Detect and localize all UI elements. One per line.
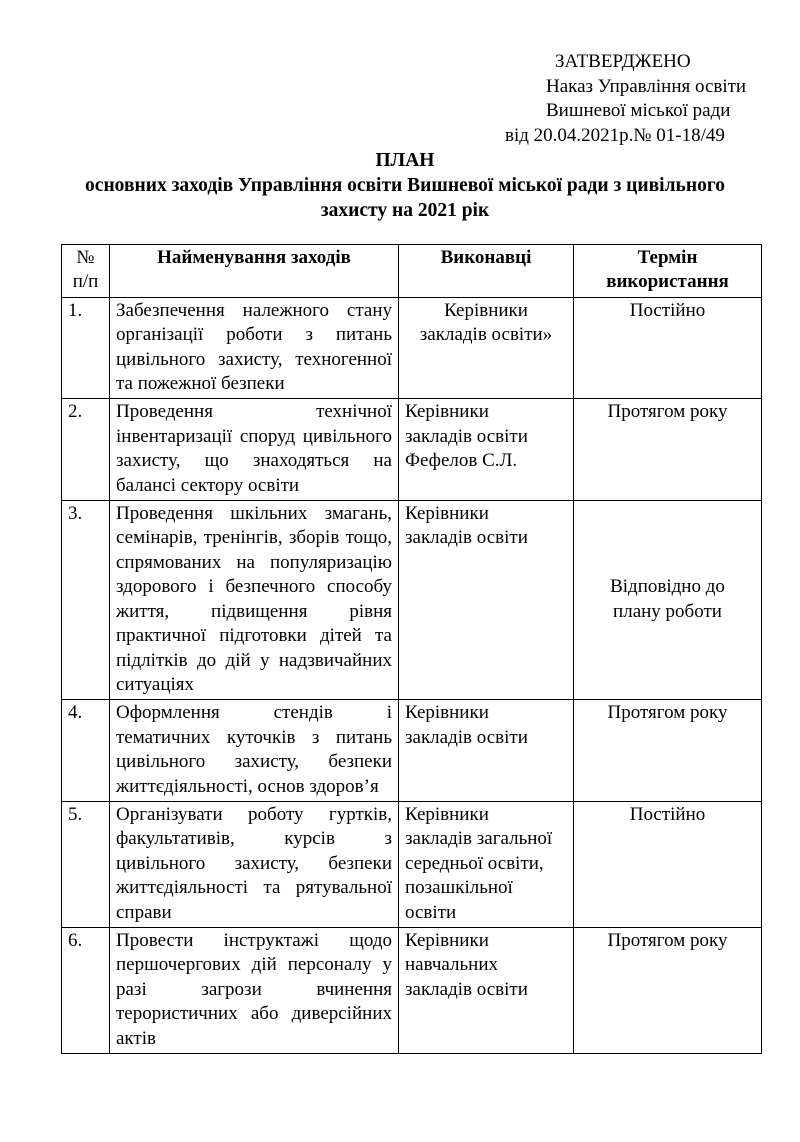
executor-line: закладів освіти [405,726,528,748]
header-term-line-1: Термін [637,247,698,268]
executor-line: Керівники [405,929,489,951]
executor-line: Фефелов С.Л. [405,450,518,472]
term: Постійно [574,801,762,927]
term-line: плану роботи [613,600,722,622]
approval-block [500,50,790,148]
measure-name: Проведення технічної інвентаризації споруд цивільного захисту, що знаходяться на балансі сектору освіти [110,399,399,501]
row-number: 3. [62,501,110,700]
table-row [62,801,762,927]
measure-name: Оформлення стендів і тематичних куточків з питань цивільного захисту, безпеки життєдіяльності, основ здоров’я [110,700,399,802]
measure-name: Провести інструктажі щодо першочергових дій персоналу у разі загрози вчинення терористичних або диверсійних актів [110,927,399,1053]
approval-stamp-line: ЗАТВЕРДЖЕНО [555,51,691,72]
measure-name: Забезпечення належного стану організації роботи з питань цивільного захисту, техногенної та пожежної безпеки [110,297,399,399]
table-header-row [62,245,762,298]
executors [399,700,574,802]
executor-line: закладів освіти [405,978,528,1000]
term: Протягом року [574,927,762,1053]
executor-line: закладів освіти [405,527,528,549]
row-number: 4. [62,700,110,802]
executor-line: Керівники [405,803,489,825]
header-number-abbr: п/п [72,271,99,293]
plan-subtitle-line-1: основних заходів Управління освіти Вишневої міської ради з цивільного [85,175,725,196]
term: Протягом року [574,700,762,802]
executor-line: Керівники [405,401,489,423]
executors [399,501,574,700]
term: Протягом року [574,399,762,501]
header-executors: Виконавці [399,245,574,298]
executor-line: освіти [405,901,457,923]
header-term-line-2: використання [606,271,729,293]
executor-line: закладів освіти [405,425,528,447]
header-number [62,245,110,298]
executor-line: позашкільної [405,877,513,899]
row-number: 6. [62,927,110,1053]
executor-line: Керівники [405,702,489,724]
header-measure-name: Найменування заходів [110,245,399,298]
executor-line: середньої освіти, [405,852,544,874]
measure-name: Організувати роботу гуртків, факультативів, курсів з цивільного захисту, безпеки життєдіяльності та рятувальної справи [110,801,399,927]
table-row [62,501,762,700]
measures-table [61,244,762,1054]
table-row [62,700,762,802]
executor-line: закладів освіти» [419,324,553,346]
row-number: 5. [62,801,110,927]
executors [399,927,574,1053]
executor-line: закладів загальної [405,828,553,850]
plan-heading: ПЛАН [375,150,435,171]
row-number: 2. [62,399,110,501]
term-line: Відповідно до [610,576,725,598]
executors [399,801,574,927]
term [574,501,762,700]
executors [399,297,574,399]
measure-name: Проведення шкільних змагань, семінарів, тренінгів, зборів тощо, спрямованих на популяризацію здорового і безпечного способу життя, підвищення рівня практичної підготовки дітей та підлітків до дій у надзвичайних ситуаціях [110,501,399,700]
term: Постійно [574,297,762,399]
approval-order-line: Наказ Управління освіти [546,75,747,97]
executor-line: навчальних [405,954,498,976]
row-number: 1. [62,297,110,399]
executors [399,399,574,501]
executor-line: Керівники [405,503,489,525]
table-row [62,399,762,501]
approval-date-line: від 20.04.2021р.№ 01-18/49 [505,124,725,146]
approval-council-line: Вишневої міської ради [546,100,731,121]
plan-subtitle-line-2: захисту на 2021 рік [320,200,490,221]
header-number-symbol: № [76,247,95,268]
executor-line: Керівники [444,299,528,321]
document-title [40,148,770,223]
table-row [62,297,762,399]
table-row [62,927,762,1053]
header-term [574,245,762,298]
